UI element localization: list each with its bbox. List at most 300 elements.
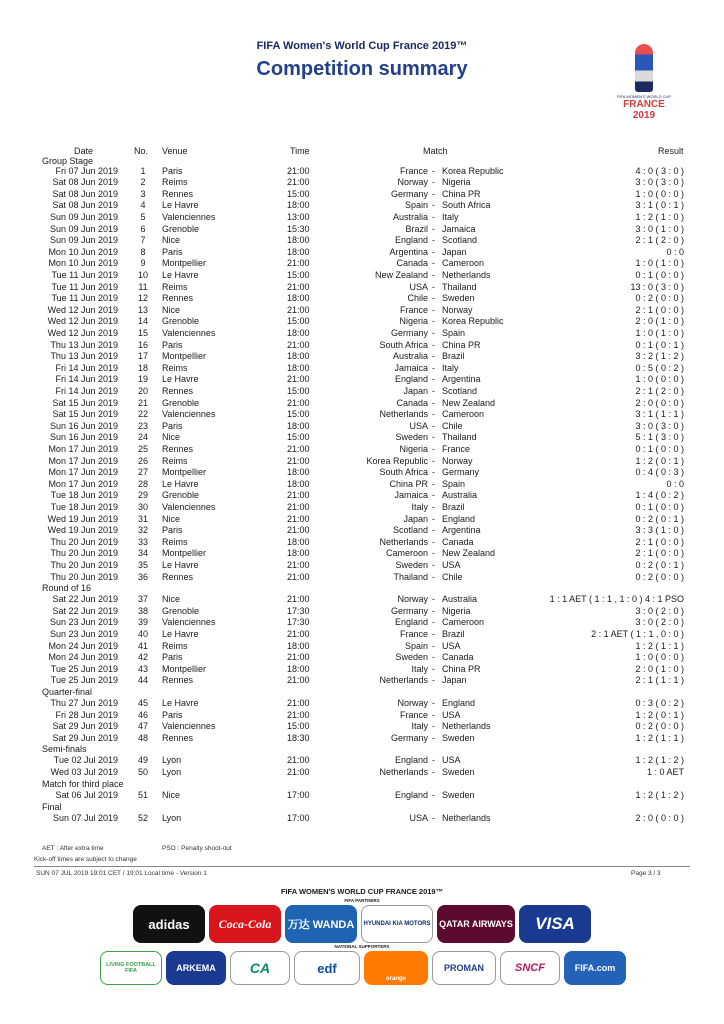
table-row — [0, 790, 724, 802]
sponsor-visa: VISA — [519, 905, 591, 943]
table-row — [0, 525, 724, 537]
match-time: 21:00 — [287, 697, 310, 708]
match-result: 1 : 2 ( 1 : 1 ) — [635, 640, 684, 651]
home-team: France — [399, 304, 428, 315]
away-team: Chile — [442, 571, 463, 582]
home-team: South Africa — [379, 339, 428, 350]
away-team: Brazil — [442, 628, 465, 639]
match-number: 42 — [137, 652, 148, 663]
match-date: Fri 14 Jun 2019 — [55, 385, 118, 396]
table-row — [0, 363, 724, 375]
match-separator: - — [432, 281, 435, 292]
home-team: Jamaica — [394, 490, 428, 501]
match-number: 3 — [140, 188, 146, 199]
supporter-orange: orange — [364, 951, 428, 985]
match-date: Sun 23 Jun 2019 — [49, 617, 118, 628]
match-venue: Montpellier — [162, 467, 207, 478]
match-date: Sat 22 Jun 2019 — [52, 605, 118, 616]
away-team: China PR — [442, 663, 481, 674]
table-row — [0, 224, 724, 236]
away-team: Canada — [442, 652, 474, 663]
match-time: 18:00 — [287, 663, 310, 674]
match-time: 21:00 — [287, 675, 310, 686]
match-number: 10 — [137, 269, 148, 280]
away-team: Spain — [442, 478, 466, 489]
match-time: 18:00 — [287, 351, 310, 362]
match-date: Thu 20 Jun 2019 — [50, 571, 118, 582]
table-row — [0, 305, 724, 317]
stage-heading: Match for third place — [42, 778, 124, 789]
match-number: 7 — [140, 235, 146, 246]
table-row — [0, 247, 724, 259]
match-time: 21:00 — [287, 455, 310, 466]
footer-timestamp: SUN 07 JUL 2019 19:01 CET / 19:01 Local time - Version 1 — [36, 870, 207, 877]
match-time: 18:00 — [287, 478, 310, 489]
match-venue: Lyon — [162, 766, 182, 777]
home-team: Germany — [390, 327, 428, 338]
match-venue: Le Havre — [162, 374, 199, 385]
home-team: Netherlands — [379, 409, 428, 420]
match-time: 18:00 — [287, 327, 310, 338]
match-date: Sun 16 Jun 2019 — [49, 432, 118, 443]
away-team: Korea Republic — [442, 316, 504, 327]
match-time: 17:30 — [287, 605, 310, 616]
match-number: 46 — [137, 709, 148, 720]
match-date: Wed 03 Jul 2019 — [50, 766, 118, 777]
away-team: Sweden — [442, 732, 475, 743]
away-team: Scotland — [442, 235, 478, 246]
match-date: Wed 19 Jun 2019 — [47, 513, 118, 524]
home-team: Chile — [407, 293, 428, 304]
match-time: 17:00 — [287, 813, 310, 824]
match-separator: - — [432, 420, 435, 431]
away-team: Cameroon — [442, 409, 485, 420]
match-separator: - — [432, 513, 435, 524]
away-team: China PR — [442, 188, 481, 199]
home-team: Thailand — [393, 571, 428, 582]
home-team: New Zealand — [374, 269, 428, 280]
match-separator: - — [432, 258, 435, 269]
match-venue: Grenoble — [162, 316, 200, 327]
match-result: 1 : 1 AET ( 1 : 1 , 1 : 0 ) 4 : 1 PSO — [549, 594, 684, 605]
home-team: USA — [409, 281, 428, 292]
match-result: 3 : 0 ( 2 : 0 ) — [635, 617, 684, 628]
match-result: 2 : 1 ( 2 : 0 ) — [635, 235, 684, 246]
match-separator: - — [432, 640, 435, 651]
match-time: 18:00 — [287, 200, 310, 211]
stage-heading: Group Stage — [42, 156, 94, 166]
match-date: Fri 28 Jun 2019 — [55, 709, 118, 720]
match-separator: - — [432, 339, 435, 350]
match-time: 18:30 — [287, 732, 310, 743]
match-number: 35 — [137, 559, 148, 570]
logo-country: FRANCE 2019 — [623, 99, 665, 121]
match-number: 4 — [140, 200, 146, 211]
match-number: 20 — [137, 385, 148, 396]
match-time: 17:30 — [287, 617, 310, 628]
match-result: 1 : 0 ( 0 : 0 ) — [635, 374, 684, 385]
table-row — [0, 560, 724, 572]
match-time: 21:00 — [287, 339, 310, 350]
away-team: Argentina — [442, 525, 481, 536]
match-number: 34 — [137, 548, 148, 559]
match-time: 21:00 — [287, 397, 310, 408]
event-title: FIFA Women's World Cup France 2019™ — [256, 40, 468, 52]
home-team: Sweden — [395, 432, 428, 443]
away-team: Netherlands — [442, 721, 491, 732]
match-date: Sat 29 Jun 2019 — [52, 721, 118, 732]
match-result: 0 : 2 ( 0 : 0 ) — [635, 293, 684, 304]
match-number: 43 — [137, 663, 148, 674]
home-team: Australia — [392, 211, 428, 222]
home-team: England — [394, 374, 428, 385]
match-separator: - — [432, 536, 435, 547]
match-result: 3 : 1 ( 0 : 1 ) — [635, 200, 684, 211]
away-team: Jamaica — [442, 223, 476, 234]
match-result: 3 : 0 ( 1 : 0 ) — [635, 223, 684, 234]
home-team: Spain — [404, 640, 428, 651]
home-team: Jamaica — [394, 362, 428, 373]
match-venue: Grenoble — [162, 490, 200, 501]
partners-label: FIFA PARTNERS — [344, 898, 380, 903]
match-venue: Montpellier — [162, 663, 207, 674]
match-time: 18:00 — [287, 536, 310, 547]
match-time: 21:00 — [287, 559, 310, 570]
match-date: Tue 11 Jun 2019 — [51, 281, 118, 292]
match-result: 0 : 1 ( 0 : 1 ) — [635, 339, 684, 350]
away-team: USA — [442, 559, 461, 570]
sponsor-qatar: QATAR AIRWAYS — [437, 905, 515, 943]
match-number: 47 — [137, 721, 148, 732]
home-team: South Africa — [379, 467, 428, 478]
table-row — [0, 652, 724, 664]
away-team: South Africa — [442, 200, 491, 211]
match-date: Thu 20 Jun 2019 — [50, 536, 118, 547]
home-team: Italy — [411, 501, 428, 512]
home-team: Korea Republic — [366, 455, 428, 466]
match-result: 3 : 1 ( 1 : 1 ) — [635, 409, 684, 420]
table-row — [0, 316, 724, 328]
match-date: Tue 02 Jul 2019 — [53, 755, 118, 766]
home-team: Japan — [403, 385, 428, 396]
match-time: 21:00 — [287, 525, 310, 536]
match-venue: Valenciennes — [162, 721, 216, 732]
match-venue: Paris — [162, 246, 183, 257]
match-venue: Reims — [162, 281, 188, 292]
match-date: Sun 16 Jun 2019 — [49, 420, 118, 431]
match-result: 2 : 1 ( 1 : 1 ) — [635, 675, 684, 686]
match-separator: - — [432, 177, 435, 188]
match-number: 27 — [137, 467, 148, 478]
match-result: 1 : 2 ( 1 : 0 ) — [635, 211, 684, 222]
match-date: Tue 11 Jun 2019 — [51, 269, 118, 280]
match-date: Tue 18 Jun 2019 — [50, 501, 118, 512]
match-venue: Nice — [162, 594, 181, 605]
table-row — [0, 166, 724, 178]
table-row — [0, 328, 724, 340]
match-result: 0 : 3 ( 0 : 2 ) — [635, 697, 684, 708]
away-team: Cameroon — [442, 617, 485, 628]
match-result: 2 : 0 ( 0 : 0 ) — [635, 813, 684, 824]
match-number: 50 — [137, 766, 148, 777]
table-row — [0, 386, 724, 398]
table-row — [0, 641, 724, 653]
match-result: 2 : 0 ( 0 : 0 ) — [635, 397, 684, 408]
away-team: Netherlands — [442, 269, 491, 280]
match-number: 48 — [137, 732, 148, 743]
match-time: 15:00 — [287, 432, 310, 443]
match-date: Mon 24 Jun 2019 — [48, 652, 118, 663]
home-team: England — [394, 789, 428, 800]
match-date: Mon 24 Jun 2019 — [48, 640, 118, 651]
sponsor-wanda: 万达 WANDA — [285, 905, 357, 943]
match-result: 2 : 1 ( 0 : 0 ) — [635, 304, 684, 315]
match-result: 0 : 5 ( 0 : 2 ) — [635, 362, 684, 373]
match-time: 15:00 — [287, 385, 310, 396]
match-date: Sat 06 Jul 2019 — [55, 789, 118, 800]
match-result: 2 : 0 ( 1 : 0 ) — [635, 663, 684, 674]
match-separator: - — [432, 617, 435, 628]
table-row — [0, 594, 724, 606]
table-row — [0, 432, 724, 444]
trophy-icon — [635, 44, 653, 92]
match-venue: Reims — [162, 640, 188, 651]
away-team: Germany — [442, 467, 480, 478]
match-number: 38 — [137, 605, 148, 616]
table-row — [0, 698, 724, 710]
match-venue: Valenciennes — [162, 211, 216, 222]
match-time: 17:00 — [287, 789, 310, 800]
home-team: England — [394, 617, 428, 628]
note-kickoff: Kick-off times are subject to change — [34, 856, 137, 863]
match-number: 16 — [137, 339, 148, 350]
table-row — [0, 710, 724, 722]
match-separator: - — [432, 490, 435, 501]
away-team: Japan — [442, 675, 467, 686]
match-date: Sun 09 Jun 2019 — [49, 235, 118, 246]
stage-heading: Final — [42, 802, 62, 813]
match-venue: Montpellier — [162, 351, 207, 362]
away-team: Sweden — [442, 293, 475, 304]
away-team: Korea Republic — [442, 165, 504, 176]
col-match: Match — [423, 146, 448, 156]
match-venue: Paris — [162, 420, 183, 431]
match-date: Sat 29 Jun 2019 — [52, 732, 118, 743]
home-team: Argentina — [389, 246, 428, 257]
match-separator: - — [432, 697, 435, 708]
match-number: 2 — [140, 177, 146, 188]
match-date: Mon 17 Jun 2019 — [48, 478, 118, 489]
tournament-logo — [612, 44, 676, 122]
match-time: 21:00 — [287, 513, 310, 524]
match-venue: Valenciennes — [162, 617, 216, 628]
match-number: 29 — [137, 490, 148, 501]
match-separator: - — [432, 246, 435, 257]
logo-caption: FIFA WOMEN'S WORLD CUP — [616, 94, 672, 99]
match-result: 0 : 2 ( 0 : 0 ) — [635, 571, 684, 582]
match-date: Sun 23 Jun 2019 — [49, 628, 118, 639]
match-time: 21:00 — [287, 374, 310, 385]
match-result: 1 : 0 ( 0 : 0 ) — [635, 188, 684, 199]
away-team: USA — [442, 640, 461, 651]
match-number: 44 — [137, 675, 148, 686]
match-time: 15:00 — [287, 269, 310, 280]
away-team: Chile — [442, 420, 463, 431]
col-result: Result — [658, 146, 684, 156]
match-number: 9 — [140, 258, 146, 269]
match-venue: Grenoble — [162, 223, 200, 234]
match-result: 0 : 2 ( 0 : 1 ) — [635, 513, 684, 524]
match-time: 15:00 — [287, 721, 310, 732]
match-result: 5 : 1 ( 3 : 0 ) — [635, 432, 684, 443]
match-result: 3 : 0 ( 3 : 0 ) — [635, 420, 684, 431]
table-row — [0, 444, 724, 456]
match-venue: Reims — [162, 455, 188, 466]
match-venue: Paris — [162, 165, 183, 176]
away-team: Brazil — [442, 351, 465, 362]
match-venue: Paris — [162, 339, 183, 350]
match-separator: - — [432, 732, 435, 743]
away-team: Australia — [442, 594, 478, 605]
away-team: Cameroon — [442, 258, 485, 269]
home-team: Cameroon — [385, 548, 428, 559]
match-date: Mon 17 Jun 2019 — [48, 443, 118, 454]
match-venue: Lyon — [162, 813, 182, 824]
match-date: Mon 17 Jun 2019 — [48, 467, 118, 478]
match-time: 18:00 — [287, 246, 310, 257]
match-number: 36 — [137, 571, 148, 582]
match-time: 21:00 — [287, 652, 310, 663]
match-number: 49 — [137, 755, 148, 766]
match-separator: - — [432, 455, 435, 466]
away-team: Scotland — [442, 385, 478, 396]
match-number: 28 — [137, 478, 148, 489]
match-separator: - — [432, 548, 435, 559]
match-date: Sat 22 Jun 2019 — [52, 594, 118, 605]
match-time: 21:00 — [287, 281, 310, 292]
table-row — [0, 767, 724, 779]
table-row — [0, 606, 724, 618]
home-team: Germany — [390, 188, 428, 199]
match-time: 21:00 — [287, 571, 310, 582]
match-venue: Nice — [162, 235, 181, 246]
match-result: 0 : 1 ( 0 : 0 ) — [635, 501, 684, 512]
table-row — [0, 629, 724, 641]
match-date: Sun 07 Jul 2019 — [52, 813, 118, 824]
home-team: Scotland — [392, 525, 428, 536]
match-result: 0 : 1 ( 0 : 0 ) — [635, 269, 684, 280]
away-team: Italy — [442, 362, 459, 373]
match-result: 0 : 2 ( 0 : 1 ) — [635, 559, 684, 570]
match-number: 22 — [137, 409, 148, 420]
match-time: 18:00 — [287, 362, 310, 373]
match-separator: - — [432, 223, 435, 234]
match-separator: - — [432, 467, 435, 478]
home-team: USA — [409, 813, 428, 824]
match-venue: Le Havre — [162, 478, 199, 489]
table-row — [0, 479, 724, 491]
match-result: 3 : 0 ( 2 : 0 ) — [635, 605, 684, 616]
match-separator: - — [432, 813, 435, 824]
match-number: 45 — [137, 697, 148, 708]
match-result: 1 : 0 ( 1 : 0 ) — [635, 327, 684, 338]
footer-event: FIFA WOMEN'S WORLD CUP FRANCE 2019™ — [280, 887, 444, 896]
match-date: Thu 13 Jun 2019 — [50, 351, 118, 362]
away-team: USA — [442, 755, 461, 766]
match-date: Thu 27 Jun 2019 — [50, 697, 118, 708]
away-team: Nigeria — [442, 605, 471, 616]
match-number: 19 — [137, 374, 148, 385]
home-team: Netherlands — [379, 675, 428, 686]
away-team: Italy — [442, 211, 459, 222]
match-time: 21:00 — [287, 490, 310, 501]
table-row — [0, 200, 724, 212]
match-venue: Paris — [162, 652, 183, 663]
match-venue: Rennes — [162, 571, 194, 582]
match-number: 5 — [140, 211, 146, 222]
away-team: Spain — [442, 327, 466, 338]
match-venue: Nice — [162, 513, 181, 524]
match-separator: - — [432, 789, 435, 800]
match-separator: - — [432, 316, 435, 327]
home-team: Sweden — [395, 559, 428, 570]
match-separator: - — [432, 559, 435, 570]
match-number: 52 — [137, 813, 148, 824]
home-team: Brazil — [405, 223, 428, 234]
match-time: 21:00 — [287, 766, 310, 777]
match-date: Mon 17 Jun 2019 — [48, 455, 118, 466]
match-date: Tue 25 Jun 2019 — [50, 663, 118, 674]
match-venue: Reims — [162, 177, 188, 188]
table-row — [0, 235, 724, 247]
match-date: Sat 08 Jun 2019 — [52, 200, 118, 211]
match-separator: - — [432, 269, 435, 280]
match-separator: - — [432, 755, 435, 766]
match-time: 18:00 — [287, 548, 310, 559]
match-number: 37 — [137, 594, 148, 605]
match-venue: Grenoble — [162, 605, 200, 616]
match-number: 11 — [138, 281, 148, 292]
match-result: 2 : 1 AET ( 1 : 1 , 0 : 0 ) — [591, 628, 684, 639]
match-separator: - — [432, 663, 435, 674]
table-row — [0, 351, 724, 363]
stage-heading: Round of 16 — [42, 583, 92, 594]
match-separator: - — [432, 721, 435, 732]
match-separator: - — [432, 362, 435, 373]
match-date: Fri 14 Jun 2019 — [55, 362, 118, 373]
away-team: Thailand — [442, 432, 477, 443]
table-row — [0, 258, 724, 270]
match-date: Sat 15 Jun 2019 — [52, 397, 118, 408]
match-venue: Rennes — [162, 188, 194, 199]
match-result: 0 : 2 ( 0 : 0 ) — [635, 721, 684, 732]
match-result: 1 : 2 ( 0 : 1 ) — [635, 709, 684, 720]
match-venue: Le Havre — [162, 200, 199, 211]
match-separator: - — [432, 594, 435, 605]
match-number: 14 — [137, 316, 148, 327]
away-team: New Zealand — [442, 397, 496, 408]
match-separator: - — [432, 525, 435, 536]
match-time: 15:00 — [287, 316, 310, 327]
away-team: France — [442, 443, 471, 454]
home-team: Japan — [403, 513, 428, 524]
table-row — [0, 398, 724, 410]
supporters-label: NATIONAL SUPPORTERS — [334, 944, 390, 949]
match-separator: - — [432, 200, 435, 211]
footer-page: Page 3 / 3 — [631, 870, 661, 877]
match-result: 0 : 1 ( 0 : 0 ) — [635, 443, 684, 454]
home-team: Italy — [411, 721, 428, 732]
